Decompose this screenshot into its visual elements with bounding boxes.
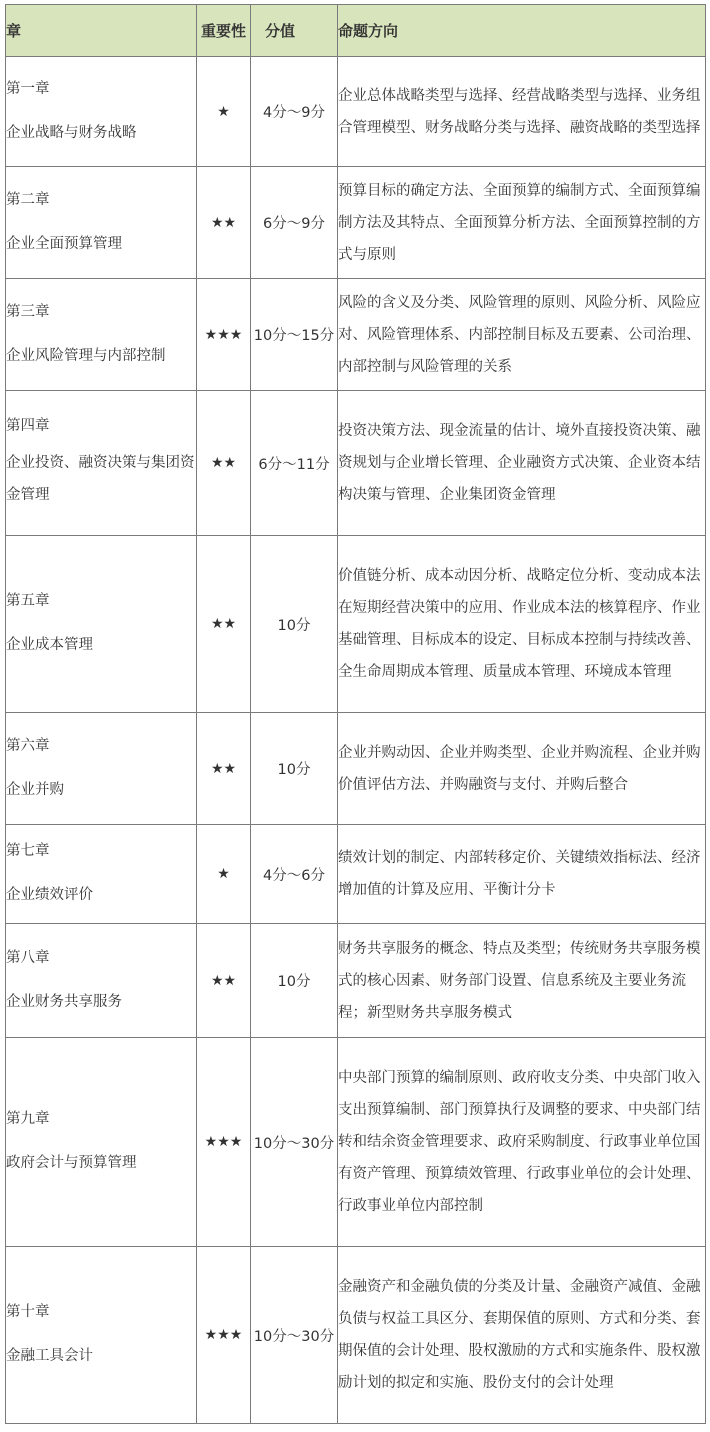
chapter-name: 企业并购: [6, 781, 64, 798]
score-value: 10分～30分: [251, 1247, 338, 1424]
header-direction: 命题方向: [338, 5, 706, 57]
chapter-cell: [6, 924, 197, 1038]
chapter-cell: [6, 713, 197, 825]
chapter-name: 政府会计与预算管理: [6, 1155, 137, 1171]
chapter-cell: [6, 279, 197, 391]
importance-stars: ★: [197, 57, 251, 167]
table-row: [6, 57, 706, 167]
chapter-number: 第八章: [6, 949, 50, 966]
table-row: [6, 713, 706, 825]
header-score: 分值: [251, 5, 338, 57]
chapter-number: 第七章: [6, 843, 50, 860]
score-value: 10分: [251, 536, 338, 713]
table-row: [6, 279, 706, 391]
chapter-number: 第三章: [6, 303, 50, 320]
topic-direction: 风险的含义及分类、风险管理的原则、风险分析、风险应对、风险管理体系、内部控制目标及五要素、公司治理、内部控制与风险管理的关系: [338, 279, 706, 391]
chapter-cell: [6, 167, 197, 279]
score-value: 10分: [251, 713, 338, 825]
chapter-cell: [6, 391, 197, 536]
topic-direction: 价值链分析、成本动因分析、战略定位分析、变动成本法在短期经营决策中的应用、作业成本法的核算程序、作业基础管理、目标成本的设定、目标成本控制与持续改善、全生命周期成本管理、质量成本管理、环境成本管理: [338, 536, 706, 713]
chapter-name: 企业成本管理: [6, 637, 93, 653]
score-value: 6分～9分: [251, 167, 338, 279]
score-value: 4分～6分: [251, 825, 338, 924]
topic-direction: 中央部门预算的编制原则、政府收支分类、中央部门收入支出预算编制、部门预算执行及调整的要求、中央部门结转和结余资金管理要求、政府采购制度、行政事业单位国有资产管理、预算绩效管理、行政事业单位的会计处理、行政事业单位内部控制: [338, 1038, 706, 1247]
chapter-number: 第五章: [6, 593, 50, 610]
score-value: 6分～11分: [251, 391, 338, 536]
chapter-number: 第四章: [6, 418, 50, 435]
importance-stars: ★★: [197, 167, 251, 279]
table-row: [6, 391, 706, 536]
importance-stars: ★★★: [197, 1247, 251, 1424]
chapter-cell: [6, 57, 197, 167]
score-value: 10分: [251, 924, 338, 1038]
chapter-name: 企业战略与财务战略: [6, 124, 137, 141]
importance-stars: ★★: [197, 391, 251, 536]
chapter-cell: [6, 1038, 197, 1247]
topic-direction: 金融资产和金融负债的分类及计量、金融资产减值、金融负债与权益工具区分、套期保值的原则、方式和分类、套期保值的会计处理、股权激励的方式和实施条件、股权激励计划的拟定和实施、股份支付的会计处理: [338, 1247, 706, 1424]
chapter-name: 企业财务共享服务: [6, 993, 122, 1010]
table-header-row: [6, 5, 706, 57]
chapter-name: 金融工具会计: [6, 1348, 93, 1364]
importance-stars: ★★: [197, 924, 251, 1038]
chapter-cell: [6, 1247, 197, 1424]
topic-direction: 企业总体战略类型与选择、经营战略类型与选择、业务组合管理模型、财务战略分类与选择、融资战略的类型选择: [338, 57, 706, 167]
importance-stars: ★★: [197, 536, 251, 713]
importance-stars: ★★: [197, 713, 251, 825]
score-value: 10分～30分: [251, 1038, 338, 1247]
table-row: [6, 1247, 706, 1424]
header-chapter: 章: [6, 5, 197, 57]
chapter-number: 第十章: [6, 1304, 50, 1321]
topic-direction: 财务共享服务的概念、特点及类型；传统财务共享服务模式的核心因素、财务部门设置、信息系统及主要业务流程；新型财务共享服务模式: [338, 924, 706, 1038]
chapter-number: 第九章: [6, 1111, 50, 1128]
chapter-number: 第六章: [6, 737, 50, 754]
table-row: [6, 825, 706, 924]
topic-direction: 企业并购动因、企业并购类型、企业并购流程、企业并购价值评估方法、并购融资与支付、并购后整合: [338, 713, 706, 825]
importance-stars: ★★★: [197, 279, 251, 391]
exam-topics-table: [5, 4, 706, 1424]
table-row: [6, 924, 706, 1038]
score-value: 10分～15分: [251, 279, 338, 391]
importance-stars: ★: [197, 825, 251, 924]
chapter-number: 第一章: [6, 80, 50, 97]
score-value: 4分～9分: [251, 57, 338, 167]
importance-stars: ★★★: [197, 1038, 251, 1247]
chapter-name: 企业风险管理与内部控制: [6, 347, 166, 364]
chapter-name: 企业绩效评价: [6, 887, 93, 903]
chapter-name: 企业投资、融资决策与集团资金管理: [6, 454, 195, 503]
table-row: [6, 167, 706, 279]
topic-direction: 投资决策方法、现金流量的估计、境外直接投资决策、融资规划与企业增长管理、企业融资方式决策、企业资本结构决策与管理、企业集团资金管理: [338, 391, 706, 536]
chapter-number: 第二章: [6, 191, 50, 208]
table-row: [6, 1038, 706, 1247]
chapter-cell: [6, 536, 197, 713]
table-row: [6, 536, 706, 713]
chapter-cell: [6, 825, 197, 924]
topic-direction: 预算目标的确定方法、全面预算的编制方式、全面预算编制方法及其特点、全面预算分析方法、全面预算控制的方式与原则: [338, 167, 706, 279]
chapter-name: 企业全面预算管理: [6, 235, 122, 252]
topic-direction: 绩效计划的制定、内部转移定价、关键绩效指标法、经济增加值的计算及应用、平衡计分卡: [338, 825, 706, 924]
header-importance: 重要性: [197, 5, 251, 57]
